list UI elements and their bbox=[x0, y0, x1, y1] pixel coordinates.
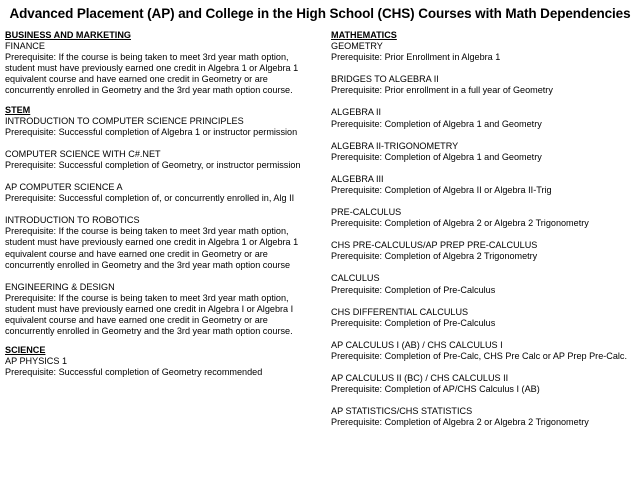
course-item bbox=[331, 273, 636, 295]
course-name: CALCULUS bbox=[331, 273, 380, 284]
course-item bbox=[5, 282, 317, 337]
course-prerequisite: Prerequisite: If the course is being taken to meet 3rd year math option, student must have previously earned one credit in Algebra 1 or Algebra 1 equivalent course and have earned one credit in Geometry or are concurrently enrolled in Geometry and the 3rd year math option course bbox=[5, 226, 299, 270]
course-name: CHS DIFFERENTIAL CALCULUS bbox=[331, 306, 469, 317]
course-name: BRIDGES TO ALGEBRA II bbox=[331, 74, 439, 85]
course-prerequisite: Prerequisite: If the course is being taken to meet 3rd year math option, student must have previously earned one credit in Algebra I or Algebra I equivalent course and have earned one credit in Geometry or are concurrently enrolled in Geometry and the 3rd year math option course. bbox=[5, 292, 294, 337]
course-name: GEOMETRY bbox=[331, 41, 383, 52]
course-item bbox=[331, 141, 636, 163]
course-prerequisite: Prerequisite: Successful completion of Algebra 1 or instructor permission bbox=[5, 126, 298, 137]
left-column bbox=[5, 30, 317, 386]
course-prerequisite: Prerequisite: Successful completion of Geometry, or instructor permission bbox=[5, 159, 301, 170]
course-item bbox=[331, 240, 636, 262]
section-heading: MATHEMATICS bbox=[331, 30, 397, 40]
course-name: AP STATISTICS/CHS STATISTICS bbox=[331, 406, 473, 417]
course-prerequisite: Prerequisite: Completion of Pre-Calculus bbox=[331, 317, 496, 328]
course-name: AP CALCULUS I (AB) / CHS CALCULUS I bbox=[331, 339, 503, 350]
course-item bbox=[331, 373, 636, 395]
course-item bbox=[331, 74, 636, 96]
section-business-marketing bbox=[5, 30, 317, 97]
course-item bbox=[5, 356, 317, 378]
course-item bbox=[331, 307, 636, 329]
course-prerequisite: Prerequisite: Completion of Algebra 1 and Geometry bbox=[331, 118, 542, 129]
section-mathematics bbox=[331, 30, 636, 428]
course-item bbox=[5, 116, 317, 138]
course-prerequisite: Prerequisite: If the course is being taken to meet 3rd year math option, student must have previously earned one credit in Algebra 1 or Algebra 1 equivalent course and have earned one credit in Geometry or are concurrently enrolled in Geometry and the 3rd year math option course. bbox=[5, 52, 299, 96]
course-name: PRE-CALCULUS bbox=[331, 207, 402, 218]
course-prerequisite: Prerequisite: Completion of Algebra 1 and Geometry bbox=[331, 151, 542, 162]
course-name: ALGEBRA II-TRIGONOMETRY bbox=[331, 140, 459, 151]
course-item bbox=[331, 207, 636, 229]
course-prerequisite: Prerequisite: Completion of Algebra 2 Trigonometry bbox=[331, 251, 538, 262]
course-prerequisite: Prerequisite: Successful completion of Geometry recommended bbox=[5, 367, 263, 378]
course-name: INTRODUCTION TO COMPUTER SCIENCE PRINCIPLES bbox=[5, 115, 244, 126]
course-prerequisite: Prerequisite: Successful completion of, or concurrently enrolled in, Alg II bbox=[5, 193, 295, 204]
course-item bbox=[5, 149, 317, 171]
section-heading: STEM bbox=[5, 104, 31, 115]
course-name: FINANCE bbox=[5, 41, 45, 52]
section-heading: SCIENCE bbox=[5, 345, 46, 356]
right-column bbox=[331, 30, 636, 436]
course-item bbox=[5, 215, 317, 270]
section-science bbox=[5, 345, 317, 378]
course-prerequisite: Prerequisite: Completion of AP/CHS Calculus I (AB) bbox=[331, 384, 540, 395]
course-name: AP PHYSICS 1 bbox=[5, 356, 67, 367]
section-stem bbox=[5, 105, 317, 338]
course-item bbox=[5, 182, 317, 204]
page-title: Advanced Placement (AP) and College in the High School (CHS) Courses with Math Dependencies bbox=[9, 6, 631, 21]
course-prerequisite: Prerequisite: Completion of Algebra 2 or Algebra 2 Trigonometry bbox=[331, 218, 589, 229]
course-name: ALGEBRA III bbox=[331, 173, 384, 184]
course-name: COMPUTER SCIENCE WITH C#.NET bbox=[5, 148, 161, 159]
course-name: ENGINEERING & DESIGN bbox=[5, 281, 115, 292]
course-prerequisite: Prerequisite: Prior enrollment in a full year of Geometry bbox=[331, 85, 553, 96]
course-name: AP CALCULUS II (BC) / CHS CALCULUS II bbox=[331, 372, 509, 383]
course-name: CHS PRE-CALCULUS/AP PREP PRE-CALCULUS bbox=[331, 240, 538, 251]
section-heading: BUSINESS AND MARKETING bbox=[5, 30, 131, 40]
course-name: AP COMPUTER SCIENCE A bbox=[5, 182, 123, 193]
course-name: ALGEBRA II bbox=[331, 107, 382, 118]
course-item bbox=[331, 107, 636, 129]
course-item bbox=[5, 41, 317, 96]
course-prerequisite: Prerequisite: Completion of Algebra II or Algebra II-Trig bbox=[331, 184, 552, 195]
course-item bbox=[331, 174, 636, 196]
course-prerequisite: Prerequisite: Prior Enrollment in Algebra 1 bbox=[331, 52, 501, 63]
course-item bbox=[331, 340, 636, 362]
course-name: INTRODUCTION TO ROBOTICS bbox=[5, 215, 140, 226]
course-item bbox=[331, 406, 636, 428]
course-prerequisite: Prerequisite: Completion of Pre-Calculus bbox=[331, 284, 496, 295]
course-prerequisite: Prerequisite: Completion of Algebra 2 or Algebra 2 Trigonometry bbox=[331, 417, 589, 428]
course-prerequisite: Prerequisite: Completion of Pre-Calc, CHS Pre Calc or AP Prep Pre-Calc. bbox=[331, 350, 627, 361]
course-item bbox=[331, 41, 636, 63]
